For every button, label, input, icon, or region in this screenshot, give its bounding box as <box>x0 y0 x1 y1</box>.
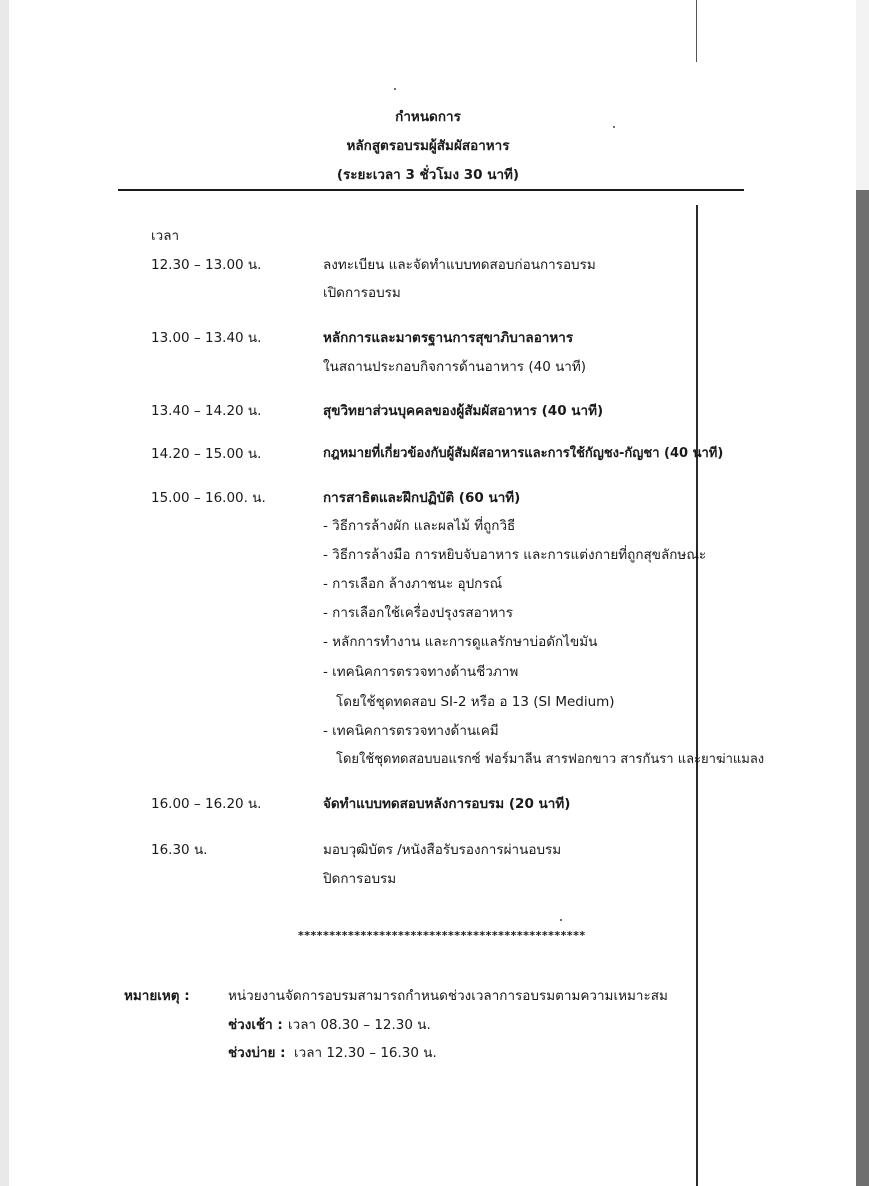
row-subitem-detail: โดยใช้ชุดทดสอบบอแรกซ์ ฟอร์มาลีน สารฟอกขาว สารกันรา และยาฆ่าแมลง <box>336 752 765 767</box>
afternoon-time: เวลา 12.30 – 16.30 น. <box>294 1045 437 1061</box>
row-time: 16.30 น. <box>151 842 208 858</box>
row-activity: เปิดการอบรม <box>323 285 401 301</box>
row-activity: สุขวิทยาส่วนบุคคลของผู้สัมผัสอาหาร (40 นาที) <box>323 403 604 419</box>
row-activity: หลักการและมาตรฐานการสุขาภิบาลอาหาร <box>323 330 574 346</box>
separator-asterisks: ********************************************** <box>298 929 586 942</box>
row-time: 12.30 – 13.00 น. <box>151 257 262 273</box>
fold-line-top <box>696 0 697 62</box>
row-subitem: - เทคนิคการตรวจทางด้านชีวภาพ <box>323 664 519 680</box>
course-title: หลักสูตรอบรมผู้สัมผัสอาหาร <box>346 138 510 154</box>
row-time: 14.20 – 15.00 น. <box>151 446 262 462</box>
row-time: 16.00 – 16.20 น. <box>151 796 262 812</box>
row-subitem: - หลักการทำงาน และการดูแลรักษาบ่อดักไขมัน <box>323 634 598 650</box>
row-subitem-detail: โดยใช้ชุดทดสอบ SI-2 หรือ อ 13 (SI Medium) <box>336 694 615 710</box>
morning-time: เวลา 08.30 – 12.30 น. <box>288 1017 431 1033</box>
row-activity: ลงทะเบียน และจัดทำแบบทดสอบก่อนการอบรม <box>323 257 596 273</box>
course-duration: (ระยะเวลา 3 ชั่วโมง 30 นาที) <box>336 167 520 183</box>
scan-edge-right-top <box>856 0 869 190</box>
row-activity: การสาธิตและฝึกปฏิบัติ (60 นาที) <box>323 490 521 506</box>
note-label: หมายเหตุ : <box>124 988 190 1004</box>
time-column-header: เวลา <box>151 228 180 244</box>
row-time: 13.00 – 13.40 น. <box>151 330 262 346</box>
morning-label: ช่วงเช้า : <box>228 1017 283 1033</box>
row-subitem: - เทคนิคการตรวจทางด้านเคมี <box>323 723 499 739</box>
row-subitem: - การเลือก ล้างภาชนะ อุปกรณ์ <box>323 576 503 592</box>
note-text: หน่วยงานจัดการอบรมสามารถกำหนดช่วงเวลาการอบรมตามความเหมาะสม <box>228 988 668 1004</box>
row-subitem: - การเลือกใช้เครื่องปรุงรสอาหาร <box>323 605 514 621</box>
scan-speck <box>560 919 562 921</box>
row-activity: ในสถานประกอบกิจการด้านอาหาร (40 นาที) <box>323 359 587 375</box>
scan-edge-left <box>0 0 9 1186</box>
row-time: 13.40 – 14.20 น. <box>151 403 262 419</box>
afternoon-label: ช่วงบ่าย : <box>228 1045 286 1061</box>
row-activity: กฎหมายที่เกี่ยวข้องกับผู้สัมผัสอาหารและการใช้กัญชง-กัญชา (40 นาที) <box>323 446 724 461</box>
scan-speck <box>613 126 615 128</box>
fold-line <box>696 205 698 1186</box>
header-divider <box>118 189 744 191</box>
row-activity: จัดทำแบบทดสอบหลังการอบรม (20 นาที) <box>323 796 571 812</box>
scan-speck <box>394 88 396 90</box>
row-time: 15.00 – 16.00. น. <box>151 490 266 506</box>
row-activity: ปิดการอบรม <box>323 871 397 887</box>
row-subitem: - วิธีการล้างผัก และผลไม้ ที่ถูกวิธี <box>323 518 516 534</box>
row-activity: มอบวุฒิบัตร /หนังสือรับรองการผ่านอบรม <box>323 842 562 858</box>
scan-edge-right <box>856 190 869 1186</box>
row-subitem: - วิธีการล้างมือ การหยิบจับอาหาร และการแต่งกายที่ถูกสุขลักษณะ <box>323 547 707 563</box>
doc-title: กำหนดการ <box>395 109 461 125</box>
